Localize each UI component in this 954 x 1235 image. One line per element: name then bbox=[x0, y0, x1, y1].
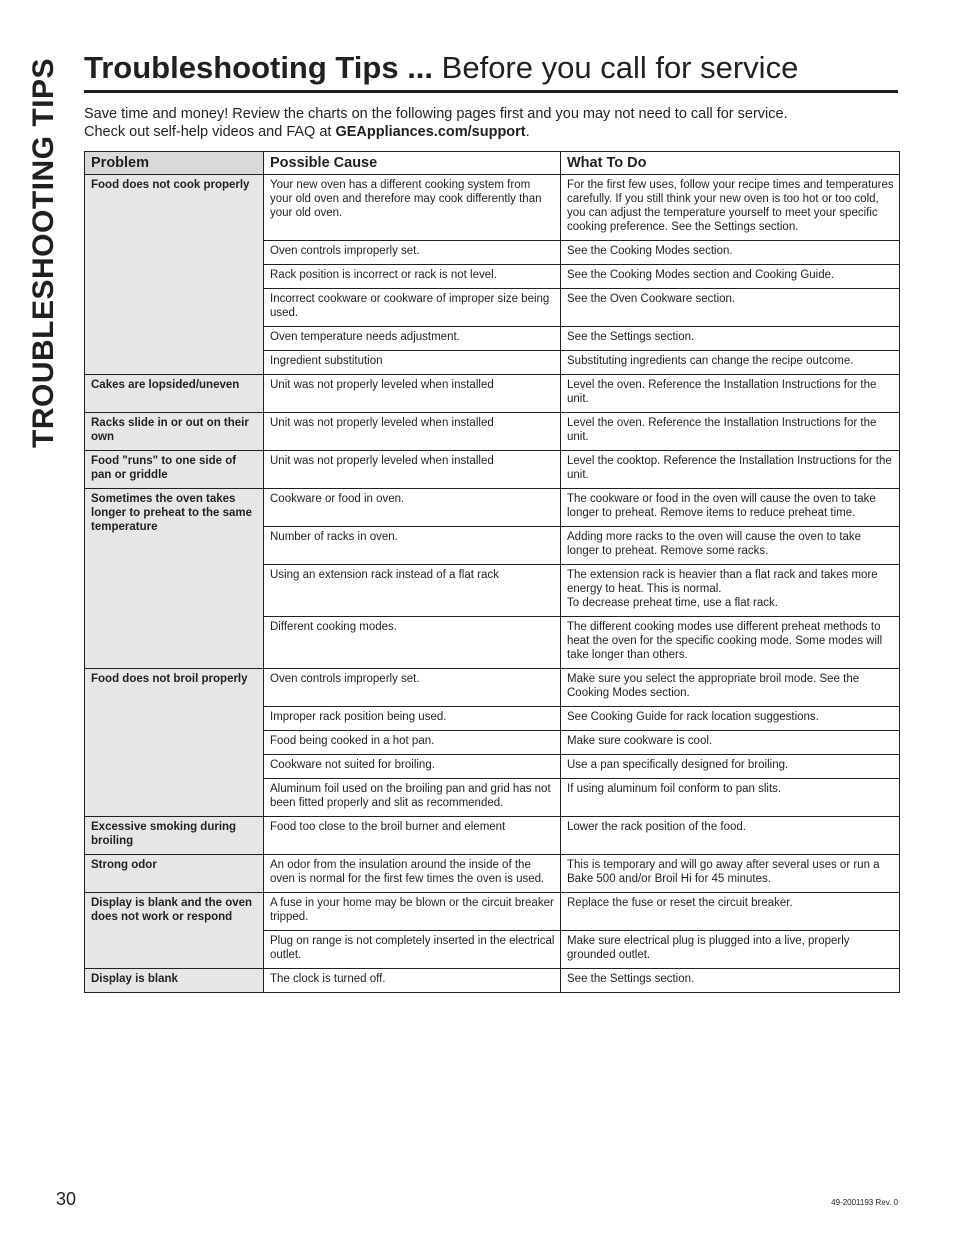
cause-cell: Oven controls improperly set. bbox=[264, 669, 561, 707]
problem-cell: Food does not cook properly bbox=[85, 175, 264, 375]
action-cell: See the Settings section. bbox=[561, 327, 900, 351]
table-row bbox=[85, 893, 900, 931]
problem-cell: Food does not broil properly bbox=[85, 669, 264, 817]
problem-cell: Strong odor bbox=[85, 855, 264, 893]
problem-cell: Cakes are lopsided/uneven bbox=[85, 375, 264, 413]
cause-cell: An odor from the insulation around the inside of the oven is normal for the first few times the oven is used. bbox=[264, 855, 561, 893]
header-possible-cause: Possible Cause bbox=[264, 152, 561, 175]
table-row bbox=[85, 969, 900, 993]
action-cell: For the first few uses, follow your recipe times and temperatures carefully. If you still think your new oven is too hot or too cold, you can adjust the temperature yourself to meet your specific cooking preference. See the Settings section. bbox=[561, 175, 900, 241]
cause-cell: Rack position is incorrect or rack is not level. bbox=[264, 265, 561, 289]
action-cell: Substituting ingredients can change the recipe outcome. bbox=[561, 351, 900, 375]
action-cell: Use a pan specifically designed for broiling. bbox=[561, 755, 900, 779]
table-row bbox=[85, 413, 900, 451]
table-row bbox=[85, 817, 900, 855]
action-cell: See the Cooking Modes section and Cooking Guide. bbox=[561, 265, 900, 289]
action-cell: The cookware or food in the oven will cause the oven to take longer to preheat. Remove items to reduce preheat time. bbox=[561, 489, 900, 527]
header-problem: Problem bbox=[85, 152, 264, 175]
side-tab-label: TROUBLESHOOTING TIPS bbox=[27, 57, 60, 449]
troubleshooting-table bbox=[84, 151, 900, 993]
cause-cell: Aluminum foil used on the broiling pan and grid has not been fitted properly and slit as recommended. bbox=[264, 779, 561, 817]
cause-cell: Cookware or food in oven. bbox=[264, 489, 561, 527]
cause-cell: Plug on range is not completely inserted in the electrical outlet. bbox=[264, 931, 561, 969]
action-cell: Level the oven. Reference the Installation Instructions for the unit. bbox=[561, 413, 900, 451]
cause-cell: A fuse in your home may be blown or the circuit breaker tripped. bbox=[264, 893, 561, 931]
action-cell: This is temporary and will go away after several uses or run a Bake 500 and/or Broil Hi for 45 minutes. bbox=[561, 855, 900, 893]
intro-line-2 bbox=[84, 123, 898, 141]
action-cell: The extension rack is heavier than a flat rack and takes more energy to heat. This is normal. To decrease preheat time, use a flat rack. bbox=[561, 565, 900, 617]
action-cell: See the Settings section. bbox=[561, 969, 900, 993]
cause-cell: Oven temperature needs adjustment. bbox=[264, 327, 561, 351]
problem-cell: Display is blank bbox=[85, 969, 264, 993]
problem-cell: Sometimes the oven takes longer to preheat to the same temperature bbox=[85, 489, 264, 669]
cause-cell: Unit was not properly leveled when installed bbox=[264, 451, 561, 489]
action-cell: Make sure you select the appropriate broil mode. See the Cooking Modes section. bbox=[561, 669, 900, 707]
cause-cell: Unit was not properly leveled when installed bbox=[264, 413, 561, 451]
cause-cell: Using an extension rack instead of a flat rack bbox=[264, 565, 561, 617]
problem-cell: Display is blank and the oven does not work or respond bbox=[85, 893, 264, 969]
table-row bbox=[85, 489, 900, 527]
page-number: 30 bbox=[56, 1189, 77, 1209]
table-body bbox=[85, 175, 900, 993]
intro-line-2-suffix: . bbox=[525, 124, 530, 140]
action-cell: See the Cooking Modes section. bbox=[561, 241, 900, 265]
cause-cell: The clock is turned off. bbox=[264, 969, 561, 993]
cause-cell: Unit was not properly leveled when installed bbox=[264, 375, 561, 413]
intro-text bbox=[84, 105, 898, 141]
table-row bbox=[85, 451, 900, 489]
action-cell: See the Oven Cookware section. bbox=[561, 289, 900, 327]
action-cell: The different cooking modes use different preheat methods to heat the oven for the specific cooking mode. Some modes will take longer than others. bbox=[561, 617, 900, 669]
action-cell: Replace the fuse or reset the circuit breaker. bbox=[561, 893, 900, 931]
header-what-to-do: What To Do bbox=[561, 152, 900, 175]
page-title-bold: Troubleshooting Tips ... bbox=[84, 50, 434, 85]
cause-cell: Ingredient substitution bbox=[264, 351, 561, 375]
table-row bbox=[85, 669, 900, 707]
title-divider bbox=[84, 90, 898, 93]
support-link[interactable]: GEAppliances.com/support bbox=[335, 124, 526, 140]
cause-cell: Cookware not suited for broiling. bbox=[264, 755, 561, 779]
problem-cell: Racks slide in or out on their own bbox=[85, 413, 264, 451]
cause-cell: Incorrect cookware or cookware of improper size being used. bbox=[264, 289, 561, 327]
intro-line-2-prefix: Check out self-help videos and FAQ at bbox=[84, 124, 336, 140]
cause-cell: Food too close to the broil burner and element bbox=[264, 817, 561, 855]
table-row bbox=[85, 175, 900, 241]
section-side-tab bbox=[28, 56, 60, 450]
page-title-rest: Before you call for service bbox=[433, 50, 799, 85]
cause-cell: Improper rack position being used. bbox=[264, 707, 561, 731]
action-cell: Level the oven. Reference the Installation Instructions for the unit. bbox=[561, 375, 900, 413]
cause-cell: Different cooking modes. bbox=[264, 617, 561, 669]
cause-cell: Your new oven has a different cooking system from your old oven and therefore may cook differently than your old oven. bbox=[264, 175, 561, 241]
intro-line-1: Save time and money! Review the charts on the following pages first and you may not need to call for service. bbox=[84, 106, 788, 122]
problem-cell: Food "runs" to one side of pan or griddle bbox=[85, 451, 264, 489]
action-cell: See Cooking Guide for rack location suggestions. bbox=[561, 707, 900, 731]
cause-cell: Oven controls improperly set. bbox=[264, 241, 561, 265]
cause-cell: Food being cooked in a hot pan. bbox=[264, 731, 561, 755]
action-cell: Adding more racks to the oven will cause the oven to take longer to preheat. Remove some racks. bbox=[561, 527, 900, 565]
action-cell: If using aluminum foil conform to pan slits. bbox=[561, 779, 900, 817]
action-cell: Make sure cookware is cool. bbox=[561, 731, 900, 755]
action-cell: Make sure electrical plug is plugged into a live, properly grounded outlet. bbox=[561, 931, 900, 969]
table-header-row bbox=[85, 152, 900, 175]
cause-cell: Number of racks in oven. bbox=[264, 527, 561, 565]
table-row bbox=[85, 855, 900, 893]
action-cell: Lower the rack position of the food. bbox=[561, 817, 900, 855]
action-cell: Level the cooktop. Reference the Installation Instructions for the unit. bbox=[561, 451, 900, 489]
problem-cell: Excessive smoking during broiling bbox=[85, 817, 264, 855]
table-row bbox=[85, 375, 900, 413]
page-title bbox=[84, 50, 798, 86]
document-number: 49-2001193 Rev. 0 bbox=[831, 1198, 898, 1207]
